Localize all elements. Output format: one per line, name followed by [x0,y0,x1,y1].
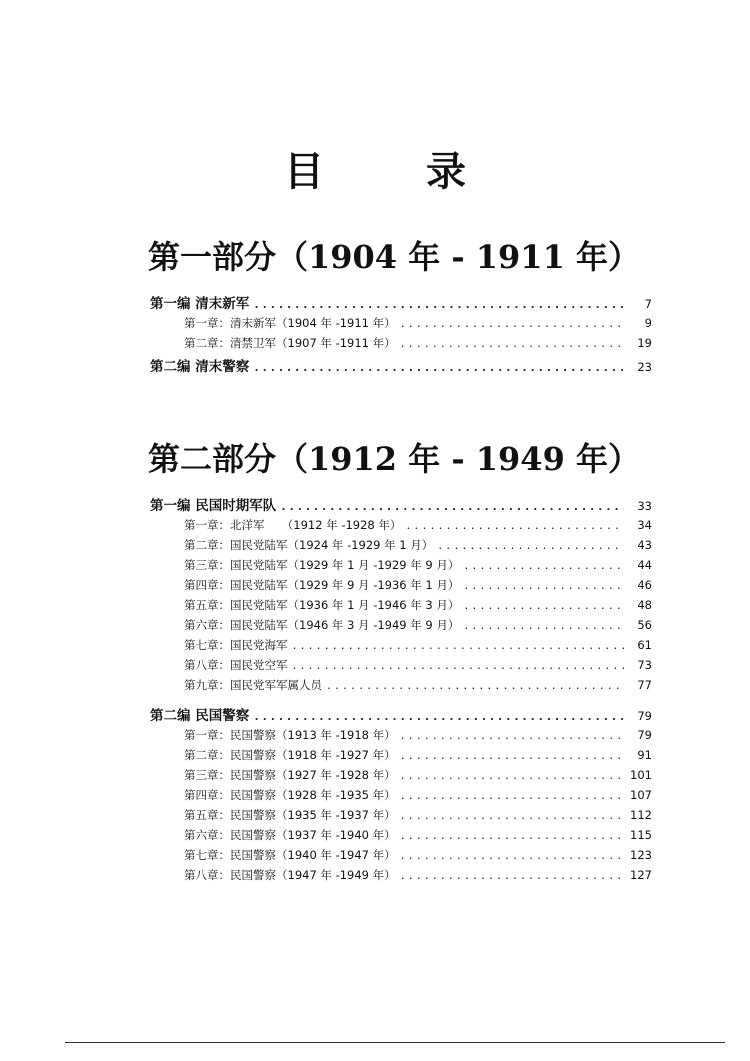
toc-chapter-row[interactable] [0,727,750,747]
page-title: 目 录 [284,148,510,195]
toc-page-number: 34 [637,518,652,532]
toc-chapter-row[interactable] [0,617,750,637]
toc-entry-label: 第七章：国民党海军 [184,638,288,652]
toc-page-number: 7 [644,297,652,311]
toc-part2-section2 [0,704,750,887]
toc-page-number: 127 [630,868,652,882]
toc-page-number: 115 [630,828,652,842]
toc-part1 [0,292,750,378]
toc-entry-label: 第二章：清禁卫军（1907 年 -1911 年） [184,336,396,350]
toc-entry-label: 第九章：国民党军军属人员 [184,678,322,692]
toc-page-number: 48 [637,598,652,612]
toc-entry-label: 第四章：民国警察（1928 年 -1935 年） [184,788,396,802]
toc-section-row[interactable] [0,704,750,727]
toc-entry-label: 第二编 清末警察 [150,359,250,375]
toc-page-number: 43 [637,538,652,552]
dot-leader [400,319,624,330]
toc-chapter-row[interactable] [0,747,750,767]
toc-page-number: 44 [637,558,652,572]
toc-page-number: 46 [637,578,652,592]
toc-entry-label: 第二编 民国警察 [150,708,250,724]
toc-chapter-row[interactable] [0,807,750,827]
dot-leader [437,541,624,552]
dot-leader [400,851,624,862]
dot-leader [253,710,624,723]
toc-chapter-row[interactable] [0,637,750,657]
toc-chapter-row[interactable] [0,847,750,867]
toc-entry-label: 第一章：民国警察（1913 年 -1918 年） [184,728,396,742]
toc-entry-label: 第一编 清末新军 [150,296,250,312]
dot-leader [400,339,624,350]
toc-page-number: 107 [630,788,652,802]
dot-leader [463,561,624,572]
toc-entry-label: 第二章：民国警察（1918 年 -1927 年） [184,748,396,762]
toc-page-number: 123 [630,848,652,862]
toc-entry-label: 第一章：北洋军 （1912 年 -1928 年） [184,518,402,532]
toc-chapter-row[interactable] [0,557,750,577]
toc-chapter-row[interactable] [0,517,750,537]
toc-entry-label: 第七章：民国警察（1940 年 -1947 年） [184,848,396,862]
dot-leader [463,601,624,612]
dot-leader [400,791,624,802]
part-heading-2: 第二部分（1912 年 - 1949 年） [148,440,640,478]
dot-leader [292,641,625,652]
toc-page-number: 91 [637,748,652,762]
toc-entry-label: 第一编 民国时期军队 [150,498,277,514]
toc-chapter-row[interactable] [0,537,750,557]
toc-chapter-row[interactable] [0,677,750,697]
toc-chapter-row[interactable] [0,577,750,597]
toc-entry-label: 第五章：民国警察（1935 年 -1937 年） [184,808,396,822]
toc-chapter-row[interactable] [0,335,750,355]
dot-leader [400,811,624,822]
toc-page-number: 19 [637,336,652,350]
dot-leader [400,831,624,842]
toc-entry-label: 第三章：民国警察（1927 年 -1928 年） [184,768,396,782]
toc-chapter-row[interactable] [0,767,750,787]
toc-chapter-row[interactable] [0,315,750,335]
toc-entry-label: 第一章：清末新军（1904 年 -1911 年） [184,316,396,330]
toc-page-number: 33 [637,499,652,513]
dot-leader [326,681,624,692]
toc-entry-label: 第三章：国民党陆军（1929 年 1 月 -1929 年 9 月） [184,558,460,572]
dot-leader [400,771,624,782]
toc-part2-section1 [0,494,750,697]
toc-page-number: 101 [630,768,652,782]
bottom-rule [65,1042,725,1043]
toc-section-row[interactable] [0,292,750,315]
dot-leader [405,521,624,532]
toc-page-number: 56 [637,618,652,632]
toc-chapter-row[interactable] [0,867,750,887]
dot-leader [292,661,625,672]
toc-entry-label: 第六章：民国警察（1937 年 -1940 年） [184,828,396,842]
toc-page-number: 73 [637,658,652,672]
dot-leader [400,871,624,882]
dot-leader [253,298,624,311]
part-heading-1: 第一部分（1904 年 - 1911 年） [148,238,640,276]
toc-page-number: 61 [637,638,652,652]
dot-leader [463,581,624,592]
toc-page-number: 112 [630,808,652,822]
toc-page-number: 23 [637,360,652,374]
toc-page-number: 77 [637,678,652,692]
toc-entry-label: 第八章：民国警察（1947 年 -1949 年） [184,868,396,882]
toc-entry-label: 第二章：国民党陆军（1924 年 -1929 年 1 月） [184,538,434,552]
toc-chapter-row[interactable] [0,657,750,677]
dot-leader [253,361,624,374]
toc-section-row[interactable] [0,494,750,517]
toc-entry-label: 第八章：国民党空军 [184,658,288,672]
dot-leader [400,731,624,742]
toc-page-number: 9 [644,316,652,330]
dot-leader [463,621,624,632]
toc-entry-label: 第五章：国民党陆军（1936 年 1 月 -1946 年 3 月） [184,598,460,612]
toc-page-number: 79 [637,709,652,723]
toc-chapter-row[interactable] [0,827,750,847]
toc-page-number: 79 [637,728,652,742]
dot-leader [280,500,624,513]
toc-entry-label: 第六章：国民党陆军（1946 年 3 月 -1949 年 9 月） [184,618,460,632]
toc-section-row[interactable] [0,355,750,378]
dot-leader [400,751,624,762]
toc-entry-label: 第四章：国民党陆军（1929 年 9 月 -1936 年 1 月） [184,578,460,592]
toc-chapter-row[interactable] [0,597,750,617]
toc-chapter-row[interactable] [0,787,750,807]
